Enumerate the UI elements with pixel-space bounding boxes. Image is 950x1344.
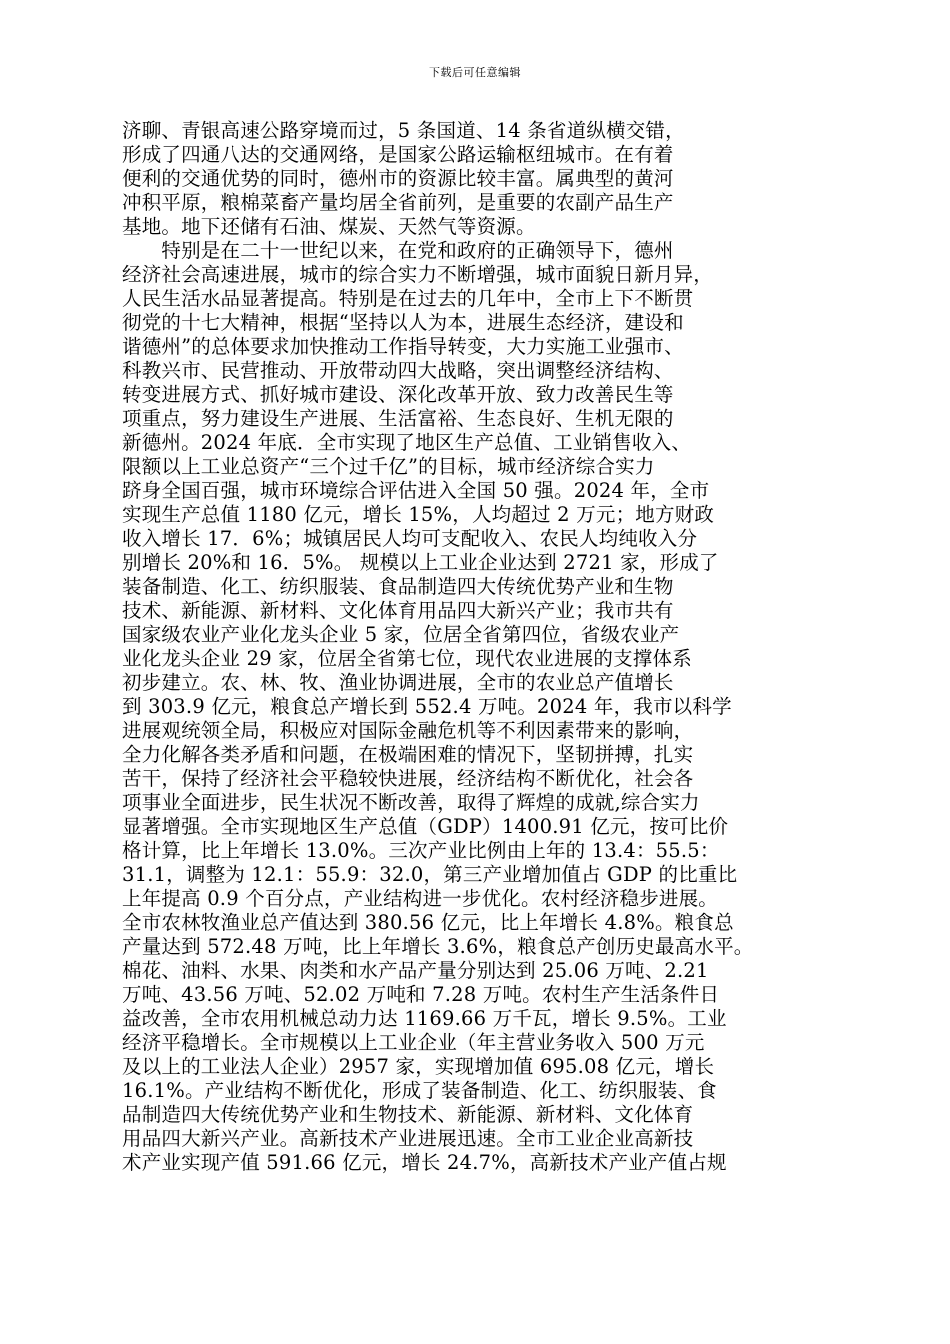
body-line: 彻党的十七大精神，根据“坚持以人为本，进展生态经济，建设和 xyxy=(122,311,684,334)
body-line: 项事业全面进步，民生状况不断改善，取得了辉煌的成就,综合实力 xyxy=(122,791,700,814)
body-line: 人民生活水品显著提高。特别是在过去的几年中，全市上下不断贯 xyxy=(122,287,694,310)
body-line: 业化龙头企业 29 家，位居全省第七位，现代农业进展的支撑体系 xyxy=(122,647,692,670)
body-line: 31.1，调整为 12.1：55.9：32.0，第三产业增加值占 GDP 的比重比 xyxy=(122,863,738,886)
body-line: 到 303.9 亿元，粮食总产增长到 552.4 万吨。2024 年，我市以科学 xyxy=(122,695,732,718)
body-line: 全市农林牧渔业总产值达到 380.56 亿元，比上年增长 4.8%。粮食总 xyxy=(122,911,734,934)
body-line: 棉花、油料、水果、肉类和水产品产量分别达到 25.06 万吨、2.21 xyxy=(122,959,709,982)
body-line: 特别是在二十一世纪以来，在党和政府的正确领导下，德州 xyxy=(122,239,674,262)
body-line: 技术、新能源、新材料、文化体育用品四大新兴产业；我市共有 xyxy=(122,599,674,622)
body-line: 装备制造、化工、纺织服装、食品制造四大传统优势产业和生物 xyxy=(122,575,674,598)
body-line: 跻身全国百强，城市环境综合评估进入全国 50 强。2024 年，全市 xyxy=(122,479,710,502)
body-line: 便利的交通优势的同时，德州市的资源比较丰富。属典型的黄河 xyxy=(122,167,674,190)
page-header: 下载后可任意编辑 xyxy=(429,66,521,79)
document-body xyxy=(122,119,822,1175)
body-line: 显著增强。全市实现地区生产总值（GDP）1400.91 亿元，按可比价 xyxy=(122,815,729,838)
body-line: 基地。地下还储有石油、煤炭、天然气等资源。 xyxy=(122,215,536,238)
body-line: 济聊、青银高速公路穿境而过，5 条国道、14 条省道纵横交错， xyxy=(122,119,685,142)
body-line: 上年提高 0.9 个百分点，产业结构进一步优化。农村经济稳步进展。 xyxy=(122,887,719,910)
body-line: 科教兴市、民营推动、开放带动四大战略，突出调整经济结构、 xyxy=(122,359,674,382)
body-line: 产量达到 572.48 万吨，比上年增长 3.6%，粮食总产创历史最高水平。 xyxy=(122,935,754,958)
body-line: 国家级农业产业化龙头企业 5 家，位居全省第四位，省级农业产 xyxy=(122,623,680,646)
body-line: 初步建立。农、林、牧、渔业协调进展，全市的农业总产值增长 xyxy=(122,671,674,694)
body-line: 全力化解各类矛盾和问题，在极端困难的情况下，坚韧拼搏，扎实 xyxy=(122,743,694,766)
body-line: 16.1%。产业结构不断优化，形成了装备制造、化工、纺织服装、食 xyxy=(122,1079,717,1102)
body-line: 用品四大新兴产业。高新技术产业进展迅速。全市工业企业高新技 xyxy=(122,1127,694,1150)
body-line: 谐德州”的总体要求加快推动工作指导转变，大力实施工业强市、 xyxy=(122,335,684,358)
body-line: 项重点，努力建设生产进展、生活富裕、生态良好、生机无限的 xyxy=(122,407,674,430)
body-line: 益改善，全市农用机械总动力达 1169.66 万千瓦，增长 9.5%。工业 xyxy=(122,1007,727,1030)
body-line: 别增长 20%和 16．5%。 规模以上工业企业达到 2721 家，形成了 xyxy=(122,551,719,574)
body-line: 收入增长 17．6%；城镇居民人均可支配收入、农民人均纯收入分 xyxy=(122,527,698,550)
body-line: 实现生产总值 1180 亿元，增长 15%，人均超过 2 万元；地方财政 xyxy=(122,503,715,526)
body-line: 经济社会高速进展，城市的综合实力不断增强，城市面貌日新月异， xyxy=(122,263,714,286)
body-line: 形成了四通八达的交通网络，是国家公路运输枢纽城市。在有着 xyxy=(122,143,674,166)
body-line: 及以上的工业法人企业）2957 家，实现增加值 695.08 亿元，增长 xyxy=(122,1055,715,1078)
body-line: 转变进展方式、抓好城市建设、深化改革开放、致力改善民生等 xyxy=(122,383,674,406)
body-line: 品制造四大传统优势产业和生物技术、新能源、新材料、文化体育 xyxy=(122,1103,694,1126)
body-line: 新德州。2024 年底．全市实现了地区生产总值、工业销售收入、 xyxy=(122,431,692,454)
body-line: 万吨、43.56 万吨、52.02 万吨和 7.28 万吨。农村生产生活条件日 xyxy=(122,983,720,1006)
body-line: 限额以上工业总资产“三个过千亿”的目标，城市经济综合实力 xyxy=(122,455,655,478)
body-line: 冲积平原，粮棉菜畜产量均居全省前列，是重要的农副产品生产 xyxy=(122,191,674,214)
body-line: 术产业实现产值 591.66 亿元，增长 24.7%，高新技术产业产值占规 xyxy=(122,1151,727,1174)
body-line: 经济平稳增长。全市规模以上工业企业（年主营业务收入 500 万元 xyxy=(122,1031,705,1054)
body-line: 苦干，保持了经济社会平稳较快进展，经济结构不断优化，社会各 xyxy=(122,767,694,790)
body-line: 进展观统领全局，积极应对国际金融危机等不利因素带来的影响， xyxy=(122,719,694,742)
body-line: 格计算，比上年增长 13.0%。三次产业比例由上年的 13.4：55.5： xyxy=(122,839,720,862)
